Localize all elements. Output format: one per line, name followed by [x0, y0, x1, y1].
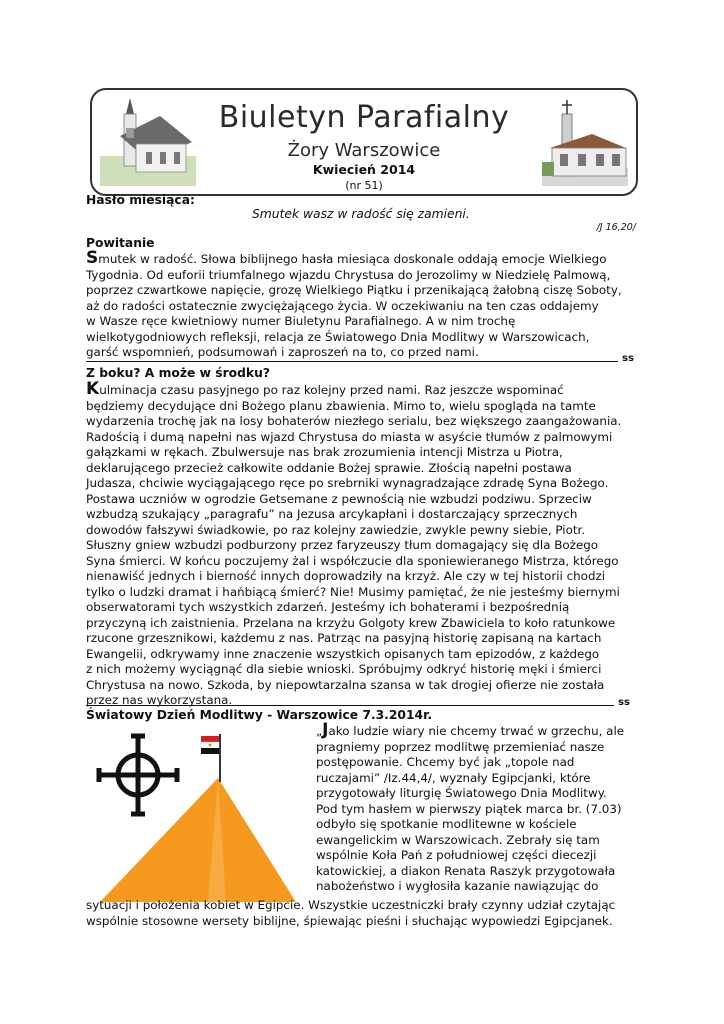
text-line: obserwatorami tych wszystkich zdarzeń. Jesteśmy ich bohaterami i bezpośrednią	[86, 600, 570, 614]
welcome-text	[86, 248, 638, 361]
text-line: ewangelickim w Warszowicach. Zebrały się tam	[316, 832, 600, 847]
aside-text	[86, 379, 638, 709]
text-line: gałązkami w rękach. Zbulwersuje nas brak zrozumienia intencji Mistrza u Piotra,	[86, 445, 563, 459]
prayer-day-heading: Światowy Dzień Modlitwy - Warszowice 7.3.2014r.	[86, 708, 433, 722]
text-line: Postawa uczniów w ogrodzie Getsemane z pewnością nie wzbudzi podziwu. Sprzeciw	[86, 491, 592, 506]
pyramid-shape	[100, 778, 296, 902]
text-line: przyczyną ich zaistnienia. Przelana na krzyżu Golgoty krew Zbawiciela to koło ratunkowe	[86, 615, 616, 630]
text-line: pragniemy poprzez modlitwę przemieniać nasze	[316, 739, 605, 754]
drop-cap: K	[86, 379, 100, 399]
text-line: Chrystusa na nowo. Szkoda, by niepowtarzalna szansa w tak drogiej ofierze nie została	[86, 677, 605, 692]
text-line: aż do radości ostatecznie zwyciężającego życia. W oczekiwaniu na ten czas oddajemy	[86, 298, 599, 313]
text-line: Pod tym hasłem w pierwszy piątek marca br. (7.03)	[316, 801, 622, 816]
text-line: Smutek w radość. Słowa biblijnego hasła miesiąca doskonale oddają emocje Wielkiego	[86, 248, 607, 268]
text-line: rzucone grzesznikowi, każdemu z nas. Patrząc na pasyjną historię zapisaną na kartach	[86, 631, 602, 645]
text-line: nabożeństwo i wygłosiła kazanie nawiązując do	[316, 879, 599, 893]
newsletter-header	[90, 88, 638, 196]
text-line: Judasza, chciwie wyciągającego ręce po srebrniki wynagradzające zdradę Syna Bożego.	[86, 476, 609, 490]
church-right-illustration	[542, 98, 628, 186]
text-line: Ewangelii, odkrywamy inne znaczenie wszystkich opisanych tam epizodów, z każdego	[86, 646, 600, 661]
aside-heading: Z boku? A może w środku?	[86, 366, 270, 380]
issue-date: Kwiecień 2014	[312, 162, 416, 177]
text-line: sytuacji i położenia kobiet w Egipcie. Wszystkie uczestniczki brały czynny udział czytając	[86, 898, 616, 912]
prayer-day-text-full	[86, 898, 638, 929]
text-line: katowickiej, a diakon Renata Raszyk przygotowała	[316, 863, 616, 878]
text-line: Słuszny gniew wzbudzi podburzony przez faryzeuszy tłum domagający się dla Bożego	[86, 538, 599, 552]
text-line: odbyło się spotkanie modlitewne w kościele	[316, 817, 577, 831]
text-line: Radością i dumą napełni nas wjazd Chrystusa do miasta w asyście tłumów z palmowymi	[86, 429, 613, 444]
flag-red-band	[201, 736, 219, 742]
text-line: dowodów fałszywi świadkowie, po raz kolejny zawiedzie, zwykle pewny siebie, Piotr.	[86, 522, 586, 537]
text-line: w Wasze ręce kwietniowy numer Biuletynu Parafialnego. A w nim trochę	[86, 314, 516, 328]
text-line: będziemy decydujące dni Bożego planu zbawienia. Mimo to, wielu spogląda na tamte	[86, 398, 596, 413]
text-line: wspólnie Koła Pań z południowej części diecezji	[316, 848, 597, 862]
text-line: deklarującego przecież całkowite oddanie Bożej sprawie. Złością napełni postawa	[86, 460, 572, 475]
text-line: „Jako ludzie wiary nie chcemy trwać w grzechu, ale	[316, 720, 625, 740]
text-line: ruczajami” /Iz.44,4/, wyznały Egipcjanki, które	[316, 770, 591, 785]
text-line: Kulminacja czasu pasyjnego po raz kolejny przed nami. Raz jeszcze wspominać	[86, 379, 564, 399]
text-line: wielkotygodniowych refleksji, relacja ze Światowego Dnia Modlitwy w Warszowicach,	[86, 329, 590, 344]
text-line: tylko o ludzki dramat i hańbiącą śmierć? Nie! Musimy pamiętać, że nie jesteśmy biernymi	[86, 584, 620, 599]
text-line: Tygodnia. Od euforii triumfalnego wjazdu Chrystusa do Jerozolimy w Niedzielę Palmową,	[86, 267, 611, 282]
text-line: wspólnie stosowne wersety biblijne, śpiewając pieśni i słuchając wypowiedzi Egipcjanek.	[86, 913, 613, 928]
text-line: postępowanie. Chcemy być jak „topole nad	[316, 755, 575, 769]
text-line: garść wspomnień, podsumowań i zaproszeń na to, co przed nami.	[86, 345, 479, 359]
text-line: przez nas wykorzystana.	[86, 693, 233, 707]
motto-reference: /J 16,20/	[596, 222, 636, 233]
newsletter-title: Biuletyn Parafialny	[218, 100, 510, 135]
prayer-day-text	[316, 720, 638, 895]
text-line: poprzez czwartkowe napięcie, grozę Wielkiego Piątku i przenikającą żałobną ciszę Soboty,	[86, 283, 622, 297]
text-line: Syna śmierci. W końcu poczujemy żal i współczucie dla sponiewieranego Mistrza, którego	[86, 553, 619, 568]
author-signature: ss	[618, 697, 630, 708]
section-divider	[86, 361, 618, 362]
motto-quote: Smutek wasz w radość się zamieni.	[252, 207, 470, 221]
world-day-of-prayer-logo	[96, 730, 306, 906]
text-line: wydarzenia trochę jak na losy bohaterów niezłego serialu, bez większego zaangażowania.	[86, 414, 622, 428]
issue-number: (nr 51)	[345, 179, 383, 192]
section-divider	[86, 705, 614, 706]
text-line: nienawiść jednych i bierność innych doprowadziły na krzyż. Ale czy w tej historii chodzi	[86, 569, 606, 583]
drop-cap: S	[86, 248, 99, 268]
welcome-heading: Powitanie	[86, 236, 155, 250]
author-signature: ss	[622, 353, 634, 364]
text-line: z nich możemy wyciągnąć dla siebie wnioski. Spróbujmy odkryć historię męki i śmierci	[86, 662, 602, 676]
text-line: wzbudzą szukający „paragrafu” na Jezusa arcykapłani i dostarczający sprzecznych	[86, 507, 578, 521]
drop-cap: J	[322, 720, 329, 740]
newsletter-subtitle: Żory Warszowice	[287, 140, 441, 161]
motto-heading: Hasło miesiąca:	[86, 193, 195, 207]
cross-symbol-icon	[99, 736, 177, 814]
text-line: przygotowały liturgię Światowego Dnia Modlitwy.	[316, 786, 607, 800]
